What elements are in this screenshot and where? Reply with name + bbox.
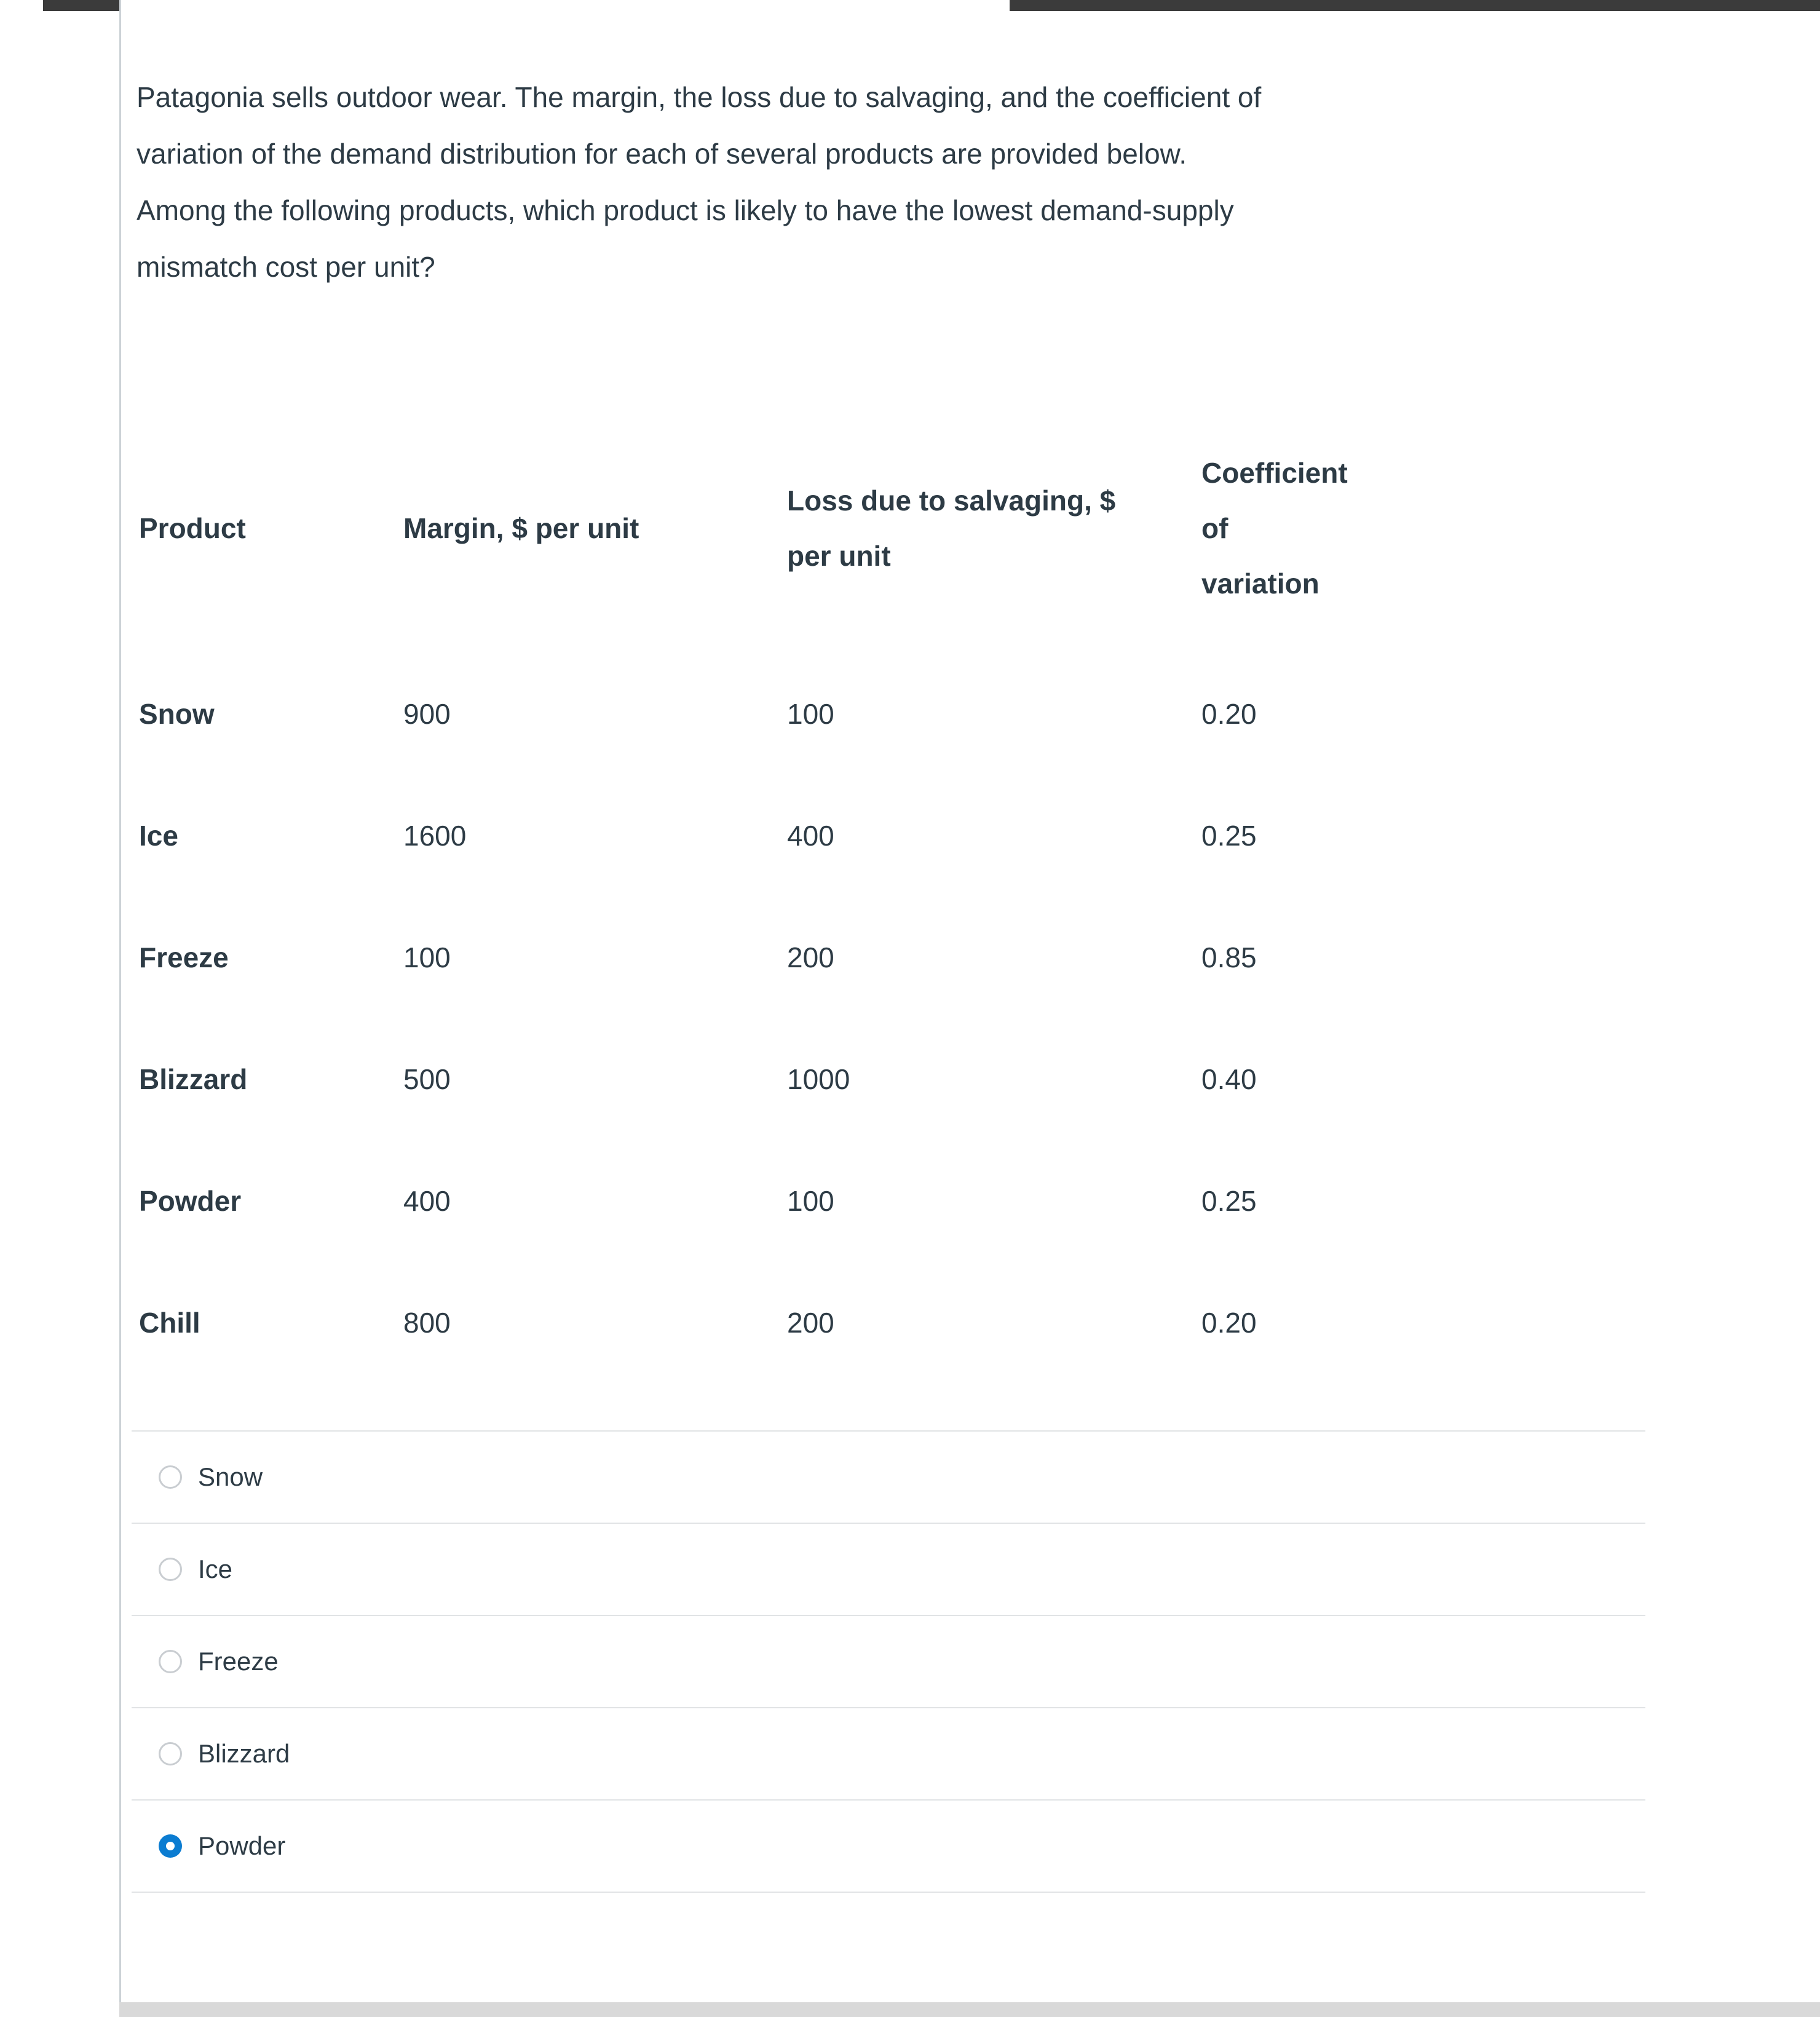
cell-product: Ice: [139, 820, 178, 852]
table-row: [139, 941, 1664, 1063]
radio-button[interactable]: [159, 1558, 182, 1581]
table-row: [139, 819, 1664, 941]
answer-option-powder[interactable]: [132, 1801, 1645, 1893]
option-label: Snow: [198, 1462, 263, 1491]
cell-product: Blizzard: [139, 1063, 248, 1095]
cell-loss: 100: [787, 1185, 834, 1217]
radio-button[interactable]: [159, 1465, 182, 1489]
table-row: [139, 1184, 1664, 1306]
top-bar-fragment-right: [1010, 0, 1820, 11]
cell-cov: 0.85: [1201, 941, 1257, 973]
option-label: Powder: [198, 1831, 286, 1860]
radio-button-selected[interactable]: [159, 1834, 182, 1858]
answer-option-snow[interactable]: [132, 1432, 1645, 1524]
cell-product: Powder: [139, 1185, 242, 1217]
table-header-row: [139, 445, 1664, 611]
table-body: [139, 697, 1664, 1428]
radio-button[interactable]: [159, 1742, 182, 1765]
answer-options: [132, 1430, 1645, 1893]
cell-product: Freeze: [139, 941, 229, 973]
radio-button[interactable]: [159, 1650, 182, 1673]
table-row: [139, 1306, 1664, 1428]
cell-product: Chill: [139, 1307, 200, 1339]
cell-cov: 0.25: [1201, 1185, 1257, 1217]
answer-option-freeze[interactable]: [132, 1616, 1645, 1708]
answer-option-ice[interactable]: [132, 1524, 1645, 1616]
cell-loss: 200: [787, 1307, 834, 1339]
answer-option-blizzard[interactable]: [132, 1708, 1645, 1801]
cell-cov: 0.25: [1201, 820, 1257, 852]
cell-margin: 500: [403, 1063, 451, 1095]
cell-margin: 800: [403, 1307, 451, 1339]
option-label: Blizzard: [198, 1739, 290, 1768]
question-text: [136, 69, 1674, 295]
cell-loss: 1000: [787, 1063, 850, 1095]
cell-margin: 900: [403, 698, 451, 730]
cell-margin: 1600: [403, 820, 467, 852]
column-header-loss: Loss due to salvaging, $ per unit: [787, 485, 1116, 572]
cell-loss: 100: [787, 698, 834, 730]
column-header-product: Product: [139, 512, 246, 544]
question-line: Among the following products, which product is likely to have the lowest demand-supply: [136, 194, 1234, 226]
question-line: mismatch cost per unit?: [136, 251, 435, 283]
question-line: variation of the demand distribution for each of several products are provided below.: [136, 138, 1187, 170]
option-label: Freeze: [198, 1647, 279, 1676]
table-row: [139, 1063, 1664, 1184]
cell-loss: 400: [787, 820, 834, 852]
cell-cov: 0.20: [1201, 1307, 1257, 1339]
option-label: Ice: [198, 1555, 233, 1583]
product-data-table: [139, 445, 1664, 1428]
cell-cov: 0.40: [1201, 1063, 1257, 1095]
bottom-divider-fragment: [119, 2002, 1820, 2017]
cell-loss: 200: [787, 941, 834, 973]
content-left-border: [119, 0, 121, 2017]
cell-margin: 400: [403, 1185, 451, 1217]
column-header-margin: Margin, $ per unit: [403, 512, 639, 544]
cell-margin: 100: [403, 941, 451, 973]
column-header-coefficient: Coefficient of variation: [1201, 457, 1348, 600]
cell-product: Snow: [139, 698, 215, 730]
question-line: Patagonia sells outdoor wear. The margin, the loss due to salvaging, and the coefficient of: [136, 81, 1262, 113]
table-row: [139, 697, 1664, 819]
cell-cov: 0.20: [1201, 698, 1257, 730]
top-bar-fragment-left: [43, 0, 119, 11]
